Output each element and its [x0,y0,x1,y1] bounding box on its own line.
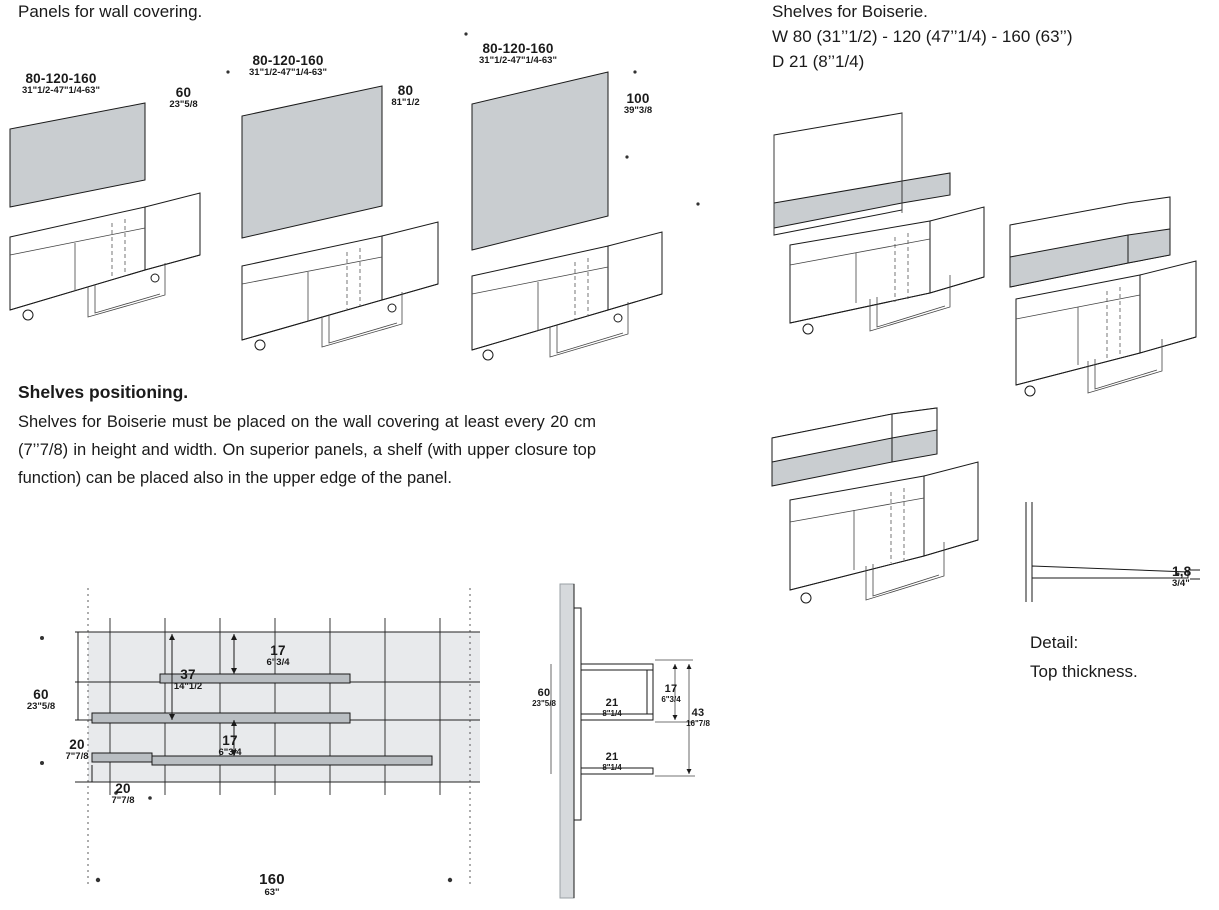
front-dim-17-lower [205,734,255,758]
side-dim-21u-metric: 21 [605,697,619,709]
panel-3-width-metric: 80-120-160 [482,41,554,56]
positioning-body-text: Shelves for Boiserie must be placed on the wall covering at least every 20 cm (7’’7/8) in height and width. On superior panels, a shelf (with upper closure top function) can be placed also in the upper edge of the panel. [18,413,596,487]
detail-line2-text: Top thickness. [1030,662,1138,681]
side-dim-43 [676,708,720,728]
front-dim-17l-metric: 17 [222,733,238,748]
front-dim-20b-imperial: 7"7/8 [111,795,135,807]
side-dim-60 [522,688,566,708]
shelves-width-text: W 80 (31’’1/2) - 120 (47’’1/4) - 160 (63’’) [772,27,1073,46]
side-dim-21-lower [590,752,634,772]
panel-3-height-metric: 100 [626,91,650,106]
side-dim-17-imperial: 6"3/4 [661,694,681,704]
front-dim-17-upper [253,644,303,668]
detail-thickness-metric: 1,8 [1172,564,1192,579]
panel-3-height-imperial: 39"3/8 [623,105,653,117]
front-dim-17u-metric: 17 [270,643,286,658]
front-dim-160-imperial: 63" [264,886,280,898]
front-dim-17l-imperial: 6"3/4 [218,747,242,759]
shelf-illustration-right [1000,195,1219,455]
detail-thickness-imperial: 3/4" [1172,578,1190,590]
side-dim-43-metric: 43 [691,707,705,719]
side-section-diagram [505,580,725,900]
panel-1-width-imperial: 31"1/2-47"1/4-63" [22,85,100,97]
front-dim-20-bottom [98,782,148,806]
side-dim-60-imperial: 23"5/8 [532,698,556,708]
front-dim-60-metric: 60 [33,687,49,702]
shelves-title-text: Shelves for Boiserie. [772,2,928,21]
panel-2-width-metric: 80-120-160 [252,53,324,68]
shelves-depth-text: D 21 (8’’1/4) [772,52,865,71]
shelves-section-title [772,2,928,22]
shelves-width-line [772,27,1073,47]
panel-3-width-imperial: 31"1/2-47"1/4-63" [479,55,557,67]
front-dim-20-left [52,738,102,762]
front-dim-60 [12,688,70,712]
detail-thickness-dim [1172,565,1219,589]
positioning-title [18,382,188,402]
front-dim-37-metric: 37 [180,667,196,682]
front-dim-160-metric: 160 [259,871,285,888]
side-dim-43-imperial: 16"7/8 [686,718,710,728]
detail-thickness-drawing [1018,500,1218,610]
positioning-title-text: Shelves positioning. [18,382,189,402]
panel-2-height-metric: 80 [397,83,414,98]
front-dim-20l-metric: 20 [69,737,85,752]
panel-1-width-metric: 80-120-160 [25,71,97,86]
panel-2-height-imperial: 81"1/2 [391,97,420,109]
front-dim-37-imperial: 14"1/2 [173,681,203,693]
side-dim-17 [651,684,691,704]
panels-title-text: Panels for wall covering. [18,2,203,21]
side-dim-60-metric: 60 [537,687,551,699]
shelf-illustration-bottom [762,390,1012,660]
front-dim-37 [158,668,218,692]
front-dim-17u-imperial: 6"3/4 [266,657,290,669]
front-grid-diagram [20,570,500,900]
side-dim-21u-imperial: 8"1/4 [602,708,622,718]
detail-line1-text: Detail: [1030,633,1079,652]
side-dim-21l-metric: 21 [605,751,619,763]
panel-2-width-imperial: 31"1/2-47"1/4-63" [249,67,327,79]
front-dim-20l-imperial: 7"7/8 [65,751,89,763]
side-dim-17-metric: 17 [664,683,678,695]
front-dim-20b-metric: 20 [115,781,131,796]
panel-1-height-imperial: 23"5/8 [169,99,198,111]
detail-label-line2 [1030,662,1138,682]
front-dim-160 [232,872,312,898]
side-dim-21l-imperial: 8"1/4 [602,762,622,772]
detail-label-line1 [1030,633,1078,653]
panel-1-height-metric: 60 [175,85,192,100]
decorative-dots [0,0,760,380]
side-dim-21-upper [590,698,634,718]
front-dim-60-imperial: 23"5/8 [26,701,56,713]
shelves-depth-line [772,52,864,72]
positioning-body [18,408,596,492]
